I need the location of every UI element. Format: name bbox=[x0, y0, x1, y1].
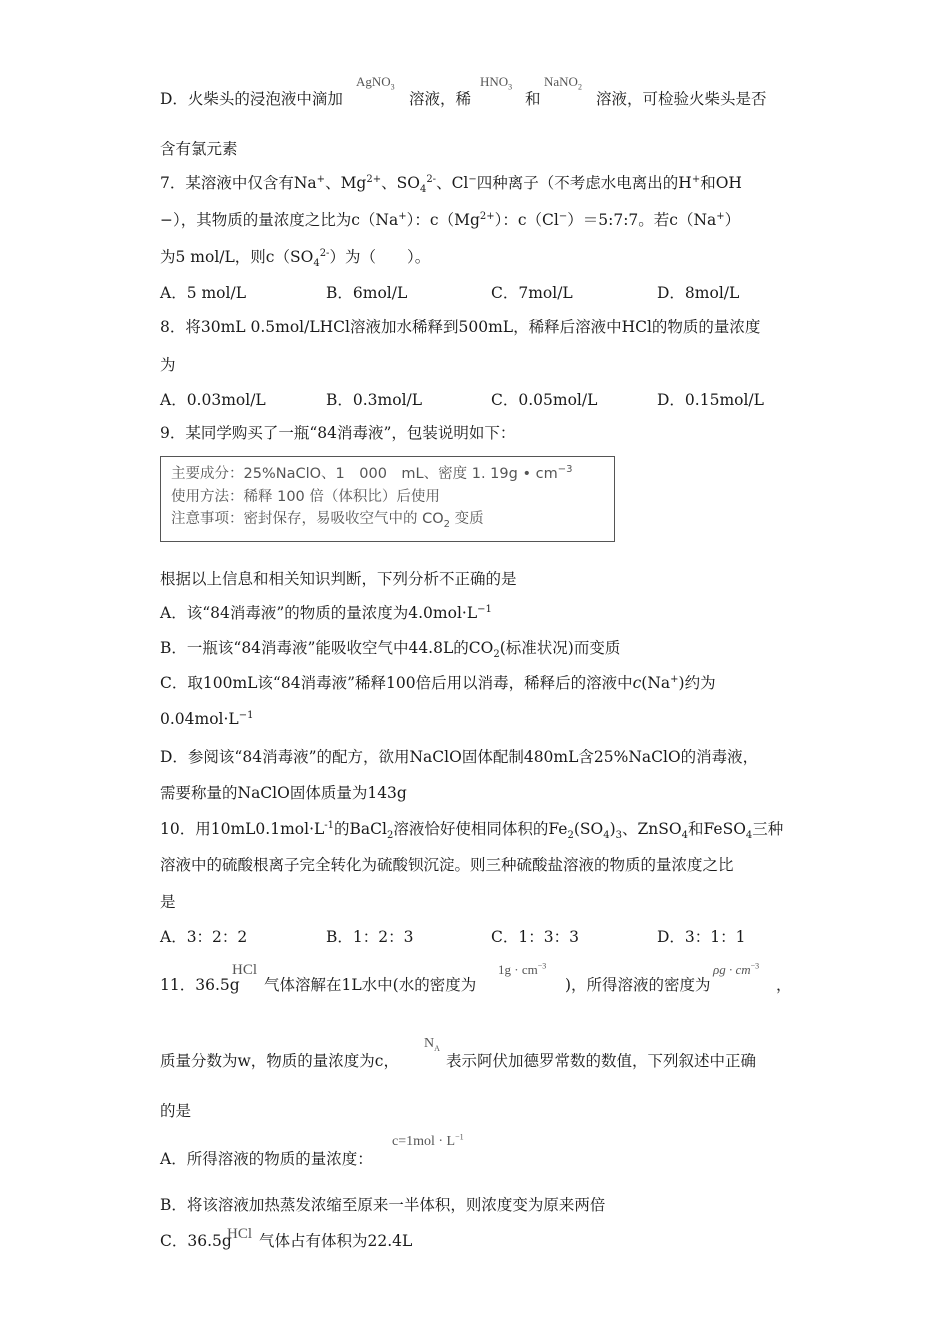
q11-option-a-formula: $c=1mol \cdot L^{-1}$ bbox=[392, 1132, 464, 1149]
q7-option-a[interactable]: A．5 mol/L bbox=[160, 284, 246, 302]
q10-option-a[interactable]: A．3：2：2 bbox=[160, 928, 248, 946]
q11-option-b[interactable]: B．将该溶液加热蒸发浓缩至原来一半体积，则浓度变为原来两倍 bbox=[160, 1196, 606, 1214]
q6-option-d-and: 和 bbox=[525, 90, 541, 108]
q6-option-d: D．火柴头的浸泡液中滴加 bbox=[160, 90, 343, 108]
q11-option-a[interactable]: A．所得溶液的物质的量浓度： bbox=[160, 1150, 373, 1168]
q8-option-d[interactable]: D．0.15mol/L bbox=[657, 391, 764, 409]
box-line-ingredients: 主要成分：25%NaClO、1 000 mL、密度 1. 19g • $cm^{-3}$ bbox=[171, 464, 573, 482]
q6-option-d-mid: 溶液，稀 bbox=[409, 90, 472, 108]
q9-option-d[interactable]: D．参阅该“84消毒液”的配方，欲用NaClO固体配制480mL含25%NaClO的消毒液， bbox=[160, 748, 759, 766]
q9-option-a[interactable]: A．该“84消毒液”的物质的量浓度为$4.0mol\cdot L^{-1}$ bbox=[160, 603, 492, 622]
q7-option-c[interactable]: C．7mol/L bbox=[491, 284, 573, 302]
q10-option-d[interactable]: D．3：1：1 bbox=[657, 928, 746, 946]
agno3-formula: AgNO$_3$ bbox=[356, 74, 395, 92]
hcl-formula: HCl bbox=[232, 962, 258, 978]
q11-stem-line2-start: 质量分数为w，物质的量浓度为c， bbox=[160, 1052, 399, 1070]
box-line-usage: 使用方法：稀释 100 倍（体积比）后使用 bbox=[171, 488, 440, 505]
q10-stem-line2: 溶液中的硫酸根离子完全转化为硫酸钡沉淀。则三种硫酸盐溶液的物质的量浓度之比 bbox=[160, 856, 734, 874]
q10-stem-line3: 是 bbox=[160, 893, 176, 911]
q9-option-d-line2: 需要称量的NaClO固体质量为143g bbox=[160, 784, 407, 802]
q6-option-d-line2: 含有氯元素 bbox=[160, 140, 238, 158]
solution-density-formula: $\rho g \cdot cm^{-3}$ bbox=[713, 961, 760, 977]
q6-option-d-suffix: 溶液，可检验火柴头是否 bbox=[596, 90, 767, 108]
q7-stem-line1: 7．某溶液中仅含有Na+、$Mg^{2+}$、$SO_4^{2-}$、Cl−四种离子（不考虑水电离出的H+和OH bbox=[160, 173, 742, 196]
q7-stem-line2: −），其物质的量浓度之比为c（Na+）：$c(Mg^{2+})$：c（Cl−）＝5:7:7。若c（Na+） bbox=[160, 210, 741, 229]
q9-option-c-line2: $0.04mol\cdot L^{-1}$ bbox=[160, 709, 254, 728]
q10-option-b[interactable]: B．1：2：3 bbox=[326, 928, 414, 946]
q7-option-b[interactable]: B．6mol/L bbox=[326, 284, 408, 302]
hno3-formula: $HNO_3$ bbox=[480, 74, 513, 92]
q9-stem: 9．某同学购买了一瓶“84消毒液”，包装说明如下： bbox=[160, 424, 516, 442]
nano2-formula: NaNO$_2$ bbox=[544, 74, 582, 92]
q11-stem-line1-end: )，所得溶液的密度为 bbox=[565, 976, 711, 994]
q11-stem-line1-mid: 气体溶解在1L水中(水的密度为 bbox=[264, 976, 477, 994]
q10-stem-line1: 10．用$10mL0.1mol\cdot L^{-1}$的BaCl$_2$溶液恰好使相同体积的$Fe_2(SO_4)_3$、ZnSO$_4$和FeSO$_4$三种 bbox=[160, 819, 784, 842]
q11-option-c-hcl: HCl bbox=[227, 1226, 253, 1242]
q10-option-c[interactable]: C．1：3：3 bbox=[491, 928, 579, 946]
q8-stem-line2: 为 bbox=[160, 356, 176, 374]
q11-stem-line2-end: 表示阿伏加德罗常数的数值，下列叙述中正确 bbox=[446, 1052, 757, 1070]
water-density-formula: $1g \cdot cm^{-3}$ bbox=[498, 961, 547, 977]
q11-stem-line3: 的是 bbox=[160, 1102, 192, 1120]
box-line-notes: 注意事项：密封保存，易吸收空气中的 $CO_2$ 变质 bbox=[171, 511, 484, 530]
product-label-box bbox=[160, 456, 615, 542]
q9-question: 根据以上信息和相关知识判断，下列分析不正确的是 bbox=[160, 570, 517, 588]
q8-option-b[interactable]: B．0.3mol/L bbox=[326, 391, 423, 409]
q11-stem-line1-start: 11．36.5g bbox=[160, 976, 240, 994]
q9-option-b[interactable]: B．一瓶该“84消毒液”能吸收空气中44.8L的$CO_2$(标准状况)而变质 bbox=[160, 639, 621, 661]
q7-stem-line3: 为5 mol/L，则$c(SO_4^{2-})$为（ ）。 bbox=[160, 247, 431, 270]
q11-option-c-end: 气体占有体积为22.4L bbox=[259, 1232, 413, 1250]
q8-stem-line1: 8．将30mL 0.5mol/LHCl溶液加水稀释到500mL，稀释后溶液中HCl的物质的量浓度 bbox=[160, 318, 761, 336]
avogadro-symbol: $N_A$ bbox=[424, 1036, 440, 1053]
q11-option-c[interactable]: C．36.5g bbox=[160, 1232, 232, 1250]
q8-option-c[interactable]: C．0.05mol/L bbox=[491, 391, 598, 409]
q8-option-a[interactable]: A．0.03mol/L bbox=[160, 391, 266, 409]
q11-stem-line1-comma: ， bbox=[776, 976, 792, 994]
q7-option-d[interactable]: D．8mol/L bbox=[657, 284, 740, 302]
q9-option-c[interactable]: C．取100mL该“84消毒液”稀释100倍后用以消毒，稀释后的溶液中c(Na+)约为 bbox=[160, 673, 716, 692]
